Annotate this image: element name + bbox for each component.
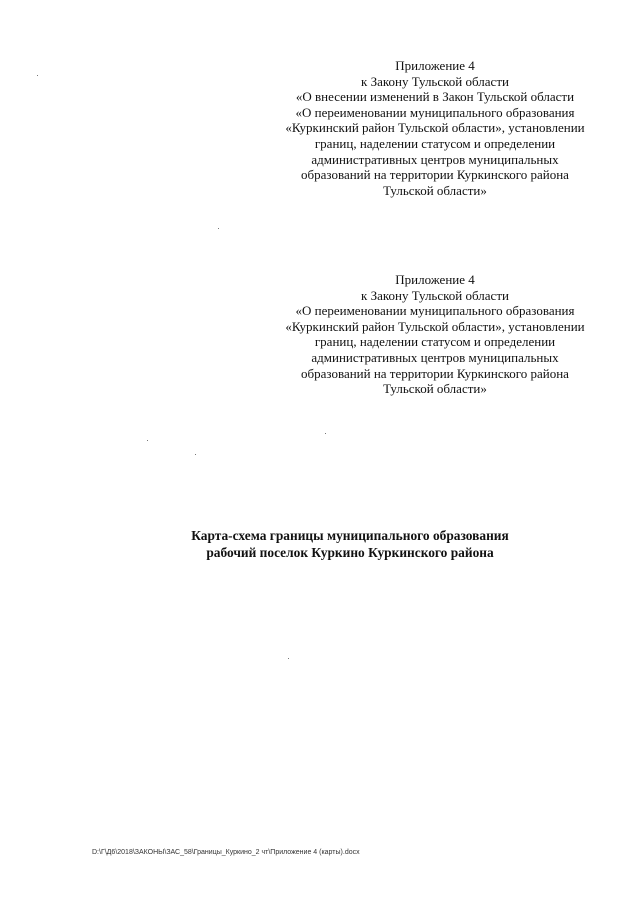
map-title-line: Карта-схема границы муниципального образования [191, 528, 509, 543]
appendix-text-line: «О внесении изменений в Закон Тульской области [295, 89, 575, 105]
appendix-text-line: Тульской области» [383, 182, 487, 198]
appendix-text-line: административных центров муниципальных [311, 349, 559, 365]
scan-speck [218, 228, 219, 229]
appendix-text-line: Тульской области» [383, 381, 487, 397]
map-title-line: рабочий поселок Куркино Куркинского района [206, 545, 494, 560]
appendix-text-line: границ, наделении статусом и определении [314, 135, 556, 151]
appendix-text-line: границ, наделении статусом и определении [314, 334, 556, 350]
scan-speck [288, 658, 289, 659]
appendix-law-reference: к Закону Тульской области [361, 73, 509, 89]
scan-speck [195, 454, 196, 455]
appendix-label: Приложение 4 [395, 58, 475, 73]
appendix-text-line: «О переименовании муниципального образования [295, 303, 575, 319]
appendix-text-line: административных центров муниципальных [311, 151, 559, 167]
scan-speck [37, 75, 38, 76]
appendix-header-original [250, 272, 620, 397]
appendix-label: Приложение 4 [395, 272, 475, 287]
appendix-text-line: «Куркинский район Тульской области», установлении [285, 318, 585, 334]
appendix-text-line: образований на территории Куркинского района [301, 167, 569, 183]
appendix-header-amendment [250, 58, 620, 198]
scan-speck [325, 433, 326, 434]
appendix-text-line: «Куркинский район Тульской области», установлении [285, 120, 585, 136]
appendix-text-line: образований на территории Куркинского района [301, 365, 569, 381]
map-scheme-title [130, 527, 570, 561]
appendix-law-reference: к Закону Тульской области [361, 287, 509, 303]
document-file-path: D:\Г\Д6\2018\ЗАКОНЫ\ЗАС_58\Границы_Куркино_2 чт\Приложение 4 (карты).docx [92, 849, 360, 856]
scan-speck [147, 440, 148, 441]
appendix-text-line: «О переименовании муниципального образования [295, 104, 575, 120]
